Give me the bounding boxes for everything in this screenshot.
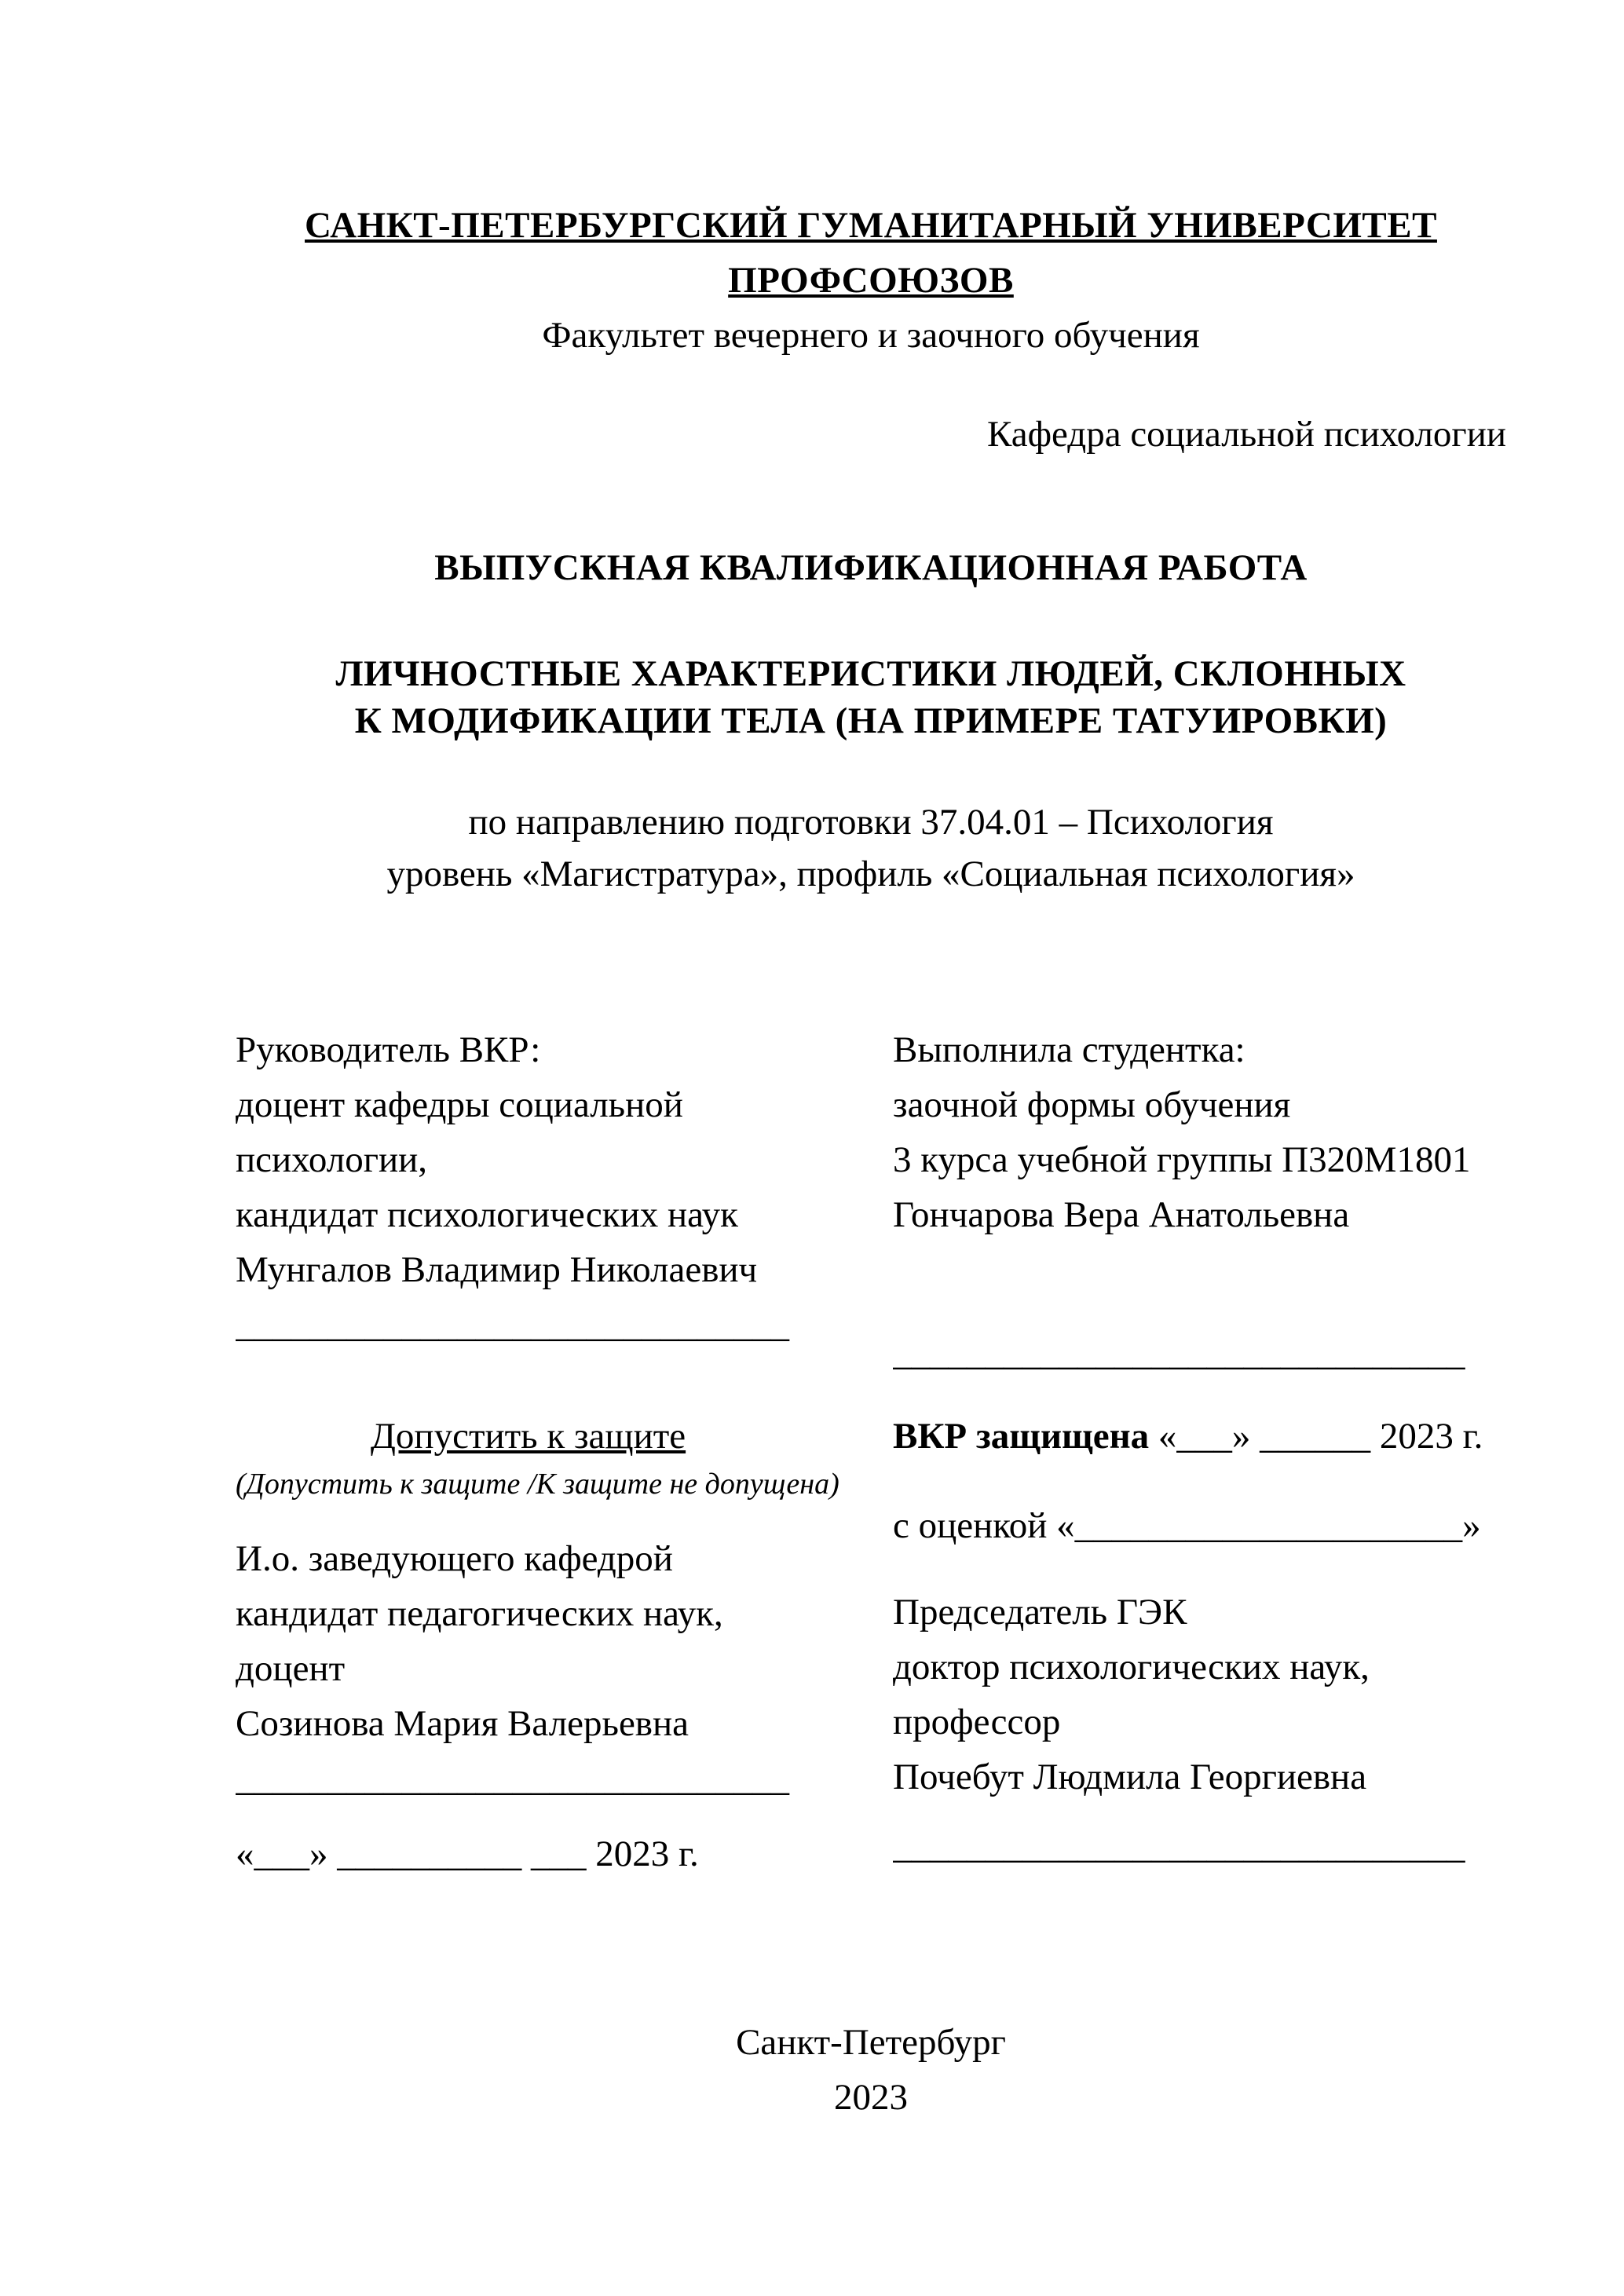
admission-date-line: «___» __________ ___ 2023 г. bbox=[236, 1834, 699, 1874]
supervisor-position-line2: психологии, bbox=[236, 1139, 428, 1180]
defense-defended-date: «___» ______ 2023 г. bbox=[1149, 1416, 1483, 1457]
program-direction: по направлению подготовки 37.04.01 – Психология bbox=[468, 802, 1274, 843]
admission-position-line2: кандидат педагогических наук, bbox=[236, 1593, 723, 1634]
student-block bbox=[893, 1022, 1506, 1380]
committee-chair-block bbox=[893, 1585, 1506, 1804]
signatories-section bbox=[236, 1022, 1506, 1380]
defense-defended-label: ВКР защищена bbox=[893, 1416, 1150, 1457]
thesis-title bbox=[236, 650, 1506, 744]
student-name: Гончарова Вера Анатольевна bbox=[893, 1194, 1350, 1235]
student-role-label: Выполнила студентка: bbox=[893, 1029, 1245, 1070]
admission-signatory-name: Созинова Мария Валерьевна bbox=[236, 1703, 689, 1744]
admission-note: (Допустить к защите /К защите не допущена) bbox=[236, 1468, 839, 1501]
defense-section bbox=[236, 1409, 1506, 1881]
program-level-profile: уровень «Магистратура», профиль «Социальная психология» bbox=[386, 854, 1355, 894]
admission-heading: Допустить к защите bbox=[370, 1416, 686, 1457]
chair-degree: доктор психологических наук, bbox=[893, 1647, 1370, 1687]
defense-result-block bbox=[893, 1409, 1506, 1881]
thesis-title-line2: К МОДИФИКАЦИИ ТЕЛА (НА ПРИМЕРЕ ТАТУИРОВКИ) bbox=[354, 700, 1388, 741]
footer-city: Санкт-Петербург bbox=[736, 2022, 1006, 2063]
supervisor-name: Мунгалов Владимир Николаевич bbox=[236, 1249, 758, 1290]
student-group: 3 курса учебной группы П320М1801 bbox=[893, 1139, 1471, 1180]
supervisor-degree: кандидат психологических наук bbox=[236, 1194, 738, 1235]
university-name: САНКТ-ПЕТЕРБУРГСКИЙ ГУМАНИТАРНЫЙ УНИВЕРСИТЕТ ПРОФСОЮЗОВ bbox=[305, 205, 1437, 301]
footer-year: 2023 bbox=[834, 2077, 908, 2118]
supervisor-block bbox=[236, 1022, 821, 1380]
chair-title: Председатель ГЭК bbox=[893, 1592, 1187, 1632]
chair-rank: профессор bbox=[893, 1702, 1061, 1742]
footer bbox=[236, 2015, 1506, 2125]
thesis-title-line1: ЛИЧНОСТНЫЕ ХАРАКТЕРИСТИКИ ЛЮДЕЙ, СКЛОННЫХ bbox=[335, 653, 1406, 694]
chair-signature-line: _______________________________ bbox=[893, 1826, 1465, 1866]
admission-signature-line: ______________________________ bbox=[236, 1758, 789, 1799]
program-info bbox=[236, 796, 1506, 900]
supervisor-signature-line: ______________________________ bbox=[236, 1304, 789, 1345]
student-study-form: заочной формы обучения bbox=[893, 1084, 1291, 1125]
chair-name: Почебут Людмила Георгиевна bbox=[893, 1757, 1367, 1797]
student-signature-line: _______________________________ bbox=[893, 1333, 1465, 1373]
admission-block bbox=[236, 1409, 839, 1881]
work-type-heading: ВЫПУСКНАЯ КВАЛИФИКАЦИОННАЯ РАБОТА bbox=[434, 547, 1308, 588]
supervisor-role-label: Руководитель ВКР: bbox=[236, 1029, 541, 1070]
defense-defended-line bbox=[893, 1409, 1506, 1464]
admission-signatory bbox=[236, 1531, 821, 1806]
supervisor-position-line1: доцент кафедры социальной bbox=[236, 1084, 683, 1125]
admission-position-line1: И.о. заведующего кафедрой bbox=[236, 1538, 673, 1579]
admission-position-line3: доцент bbox=[236, 1648, 346, 1689]
department-name: Кафедра социальной психологии bbox=[987, 414, 1506, 455]
defense-grade-line: с оценкой «_____________________» bbox=[893, 1505, 1481, 1546]
faculty-name: Факультет вечернего и заочного обучения bbox=[542, 315, 1200, 356]
